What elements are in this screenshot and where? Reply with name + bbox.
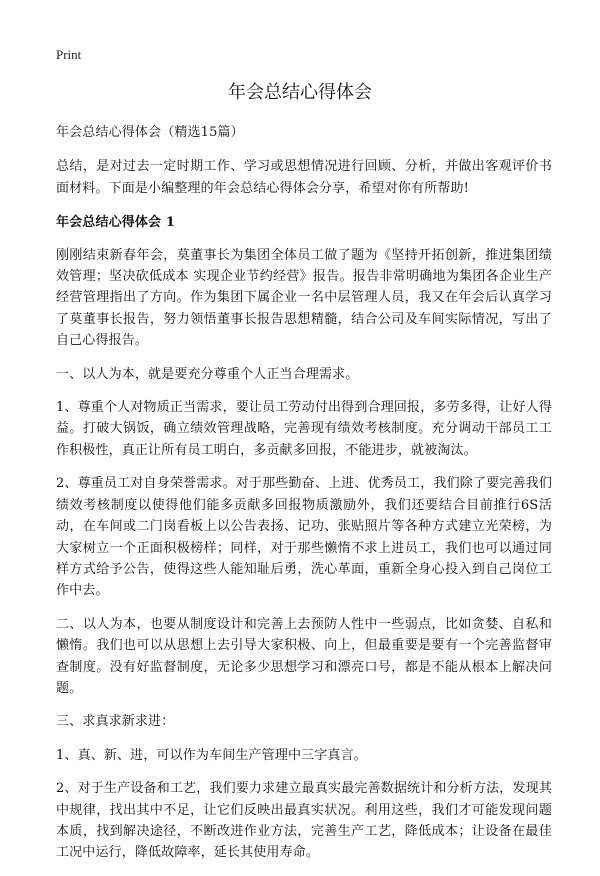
paragraph: 1、真、新、进，可以作为车间生产管理中三字真言。 (56, 747, 367, 763)
print-link[interactable]: Print (56, 47, 82, 62)
page-title: 年会总结心得体会 (228, 82, 372, 103)
paragraph: 刚刚结束新春年会，莫董事长为集团全体员工做了题为《坚持开拓创新，推进集团绩效管理；坚决砍低成本 实现企业节约经营》报告。报告非常明确地为集团各企业生产经营管理指出了方向。作为集团下属企业一名中层管理人员，我又在年会后认真学习了莫董事长报告，努力领悟董事长报告思想精髓，结合公司及车间实际情况，写出了自己心得报告。 (56, 247, 552, 349)
paragraph: 2、尊重员工对自身荣誉需求。对于那些勤奋、上进、优秀员工，我们除了要完善我们绩效考核制度以使得他们能多贡献多回报物质激励外，我们还要结合目前推行6S活动，在车间或二门岗看板上以公告表扬、记功、张贴照片等各种方式建立光荣榜，为大家树立一个正面积极榜样；同样，对于那些懒惰不求上进员工，我们也可以通过同样方式给予公告，使得这些人能知耻后勇，洗心革面，重新全身心投入到自己岗位工作中去。 (56, 476, 552, 599)
paragraph: 1、尊重个人对物质正当需求，要让员工劳动付出得到合理回报，多劳多得，让好人得益。打破大锅饭，确立绩效管理战略，完善现有绩效考核制度。充分调动干部员工工作积极性，真正让所有员工明白，多贡献多回报，不能进步，就被淘汰。 (56, 400, 552, 458)
article-subtitle: 年会总结心得体会（精选15篇） (56, 125, 244, 140)
paragraph: 二、以人为本，也要从制度设计和完善上去预防人性中一些弱点，比如贪婪、自私和懒惰。我们也可以从思想上去引导大家积极、向上，但最重要是要有一个完善监督审查制度。没有好监督制度，无论多少思想学习和漂亮口号，都是不能从根本上解决问题。 (56, 616, 552, 696)
paragraph: 一、以人为本，就是要充分尊重个人正当合理需求。 (56, 366, 359, 382)
section-heading: 年会总结心得体会 1 (56, 215, 176, 231)
paragraph: 三、求真求新求进： (56, 714, 175, 730)
article-body (56, 122, 552, 876)
paragraph: 2、对于生产设备和工艺，我们要力求建立最真实最完善数据统计和分析方法，发现其中规律，找出其中不足，让它们反映出最真实状况。利用这些，我们才可能发现问题本质，找到解决途径，不断改进作业方法，完善生产工艺，降低成本；让设备在最佳工况中运行，降低故障率，延长其使用寿命。 (56, 781, 552, 861)
intro-paragraph: 总结，是对过去一定时期工作、学习或思想情况进行回顾、分析，并做出客观评价书面材料。下面是小编整理的年会总结心得体会分享，希望对你有所帮助! (56, 159, 552, 196)
